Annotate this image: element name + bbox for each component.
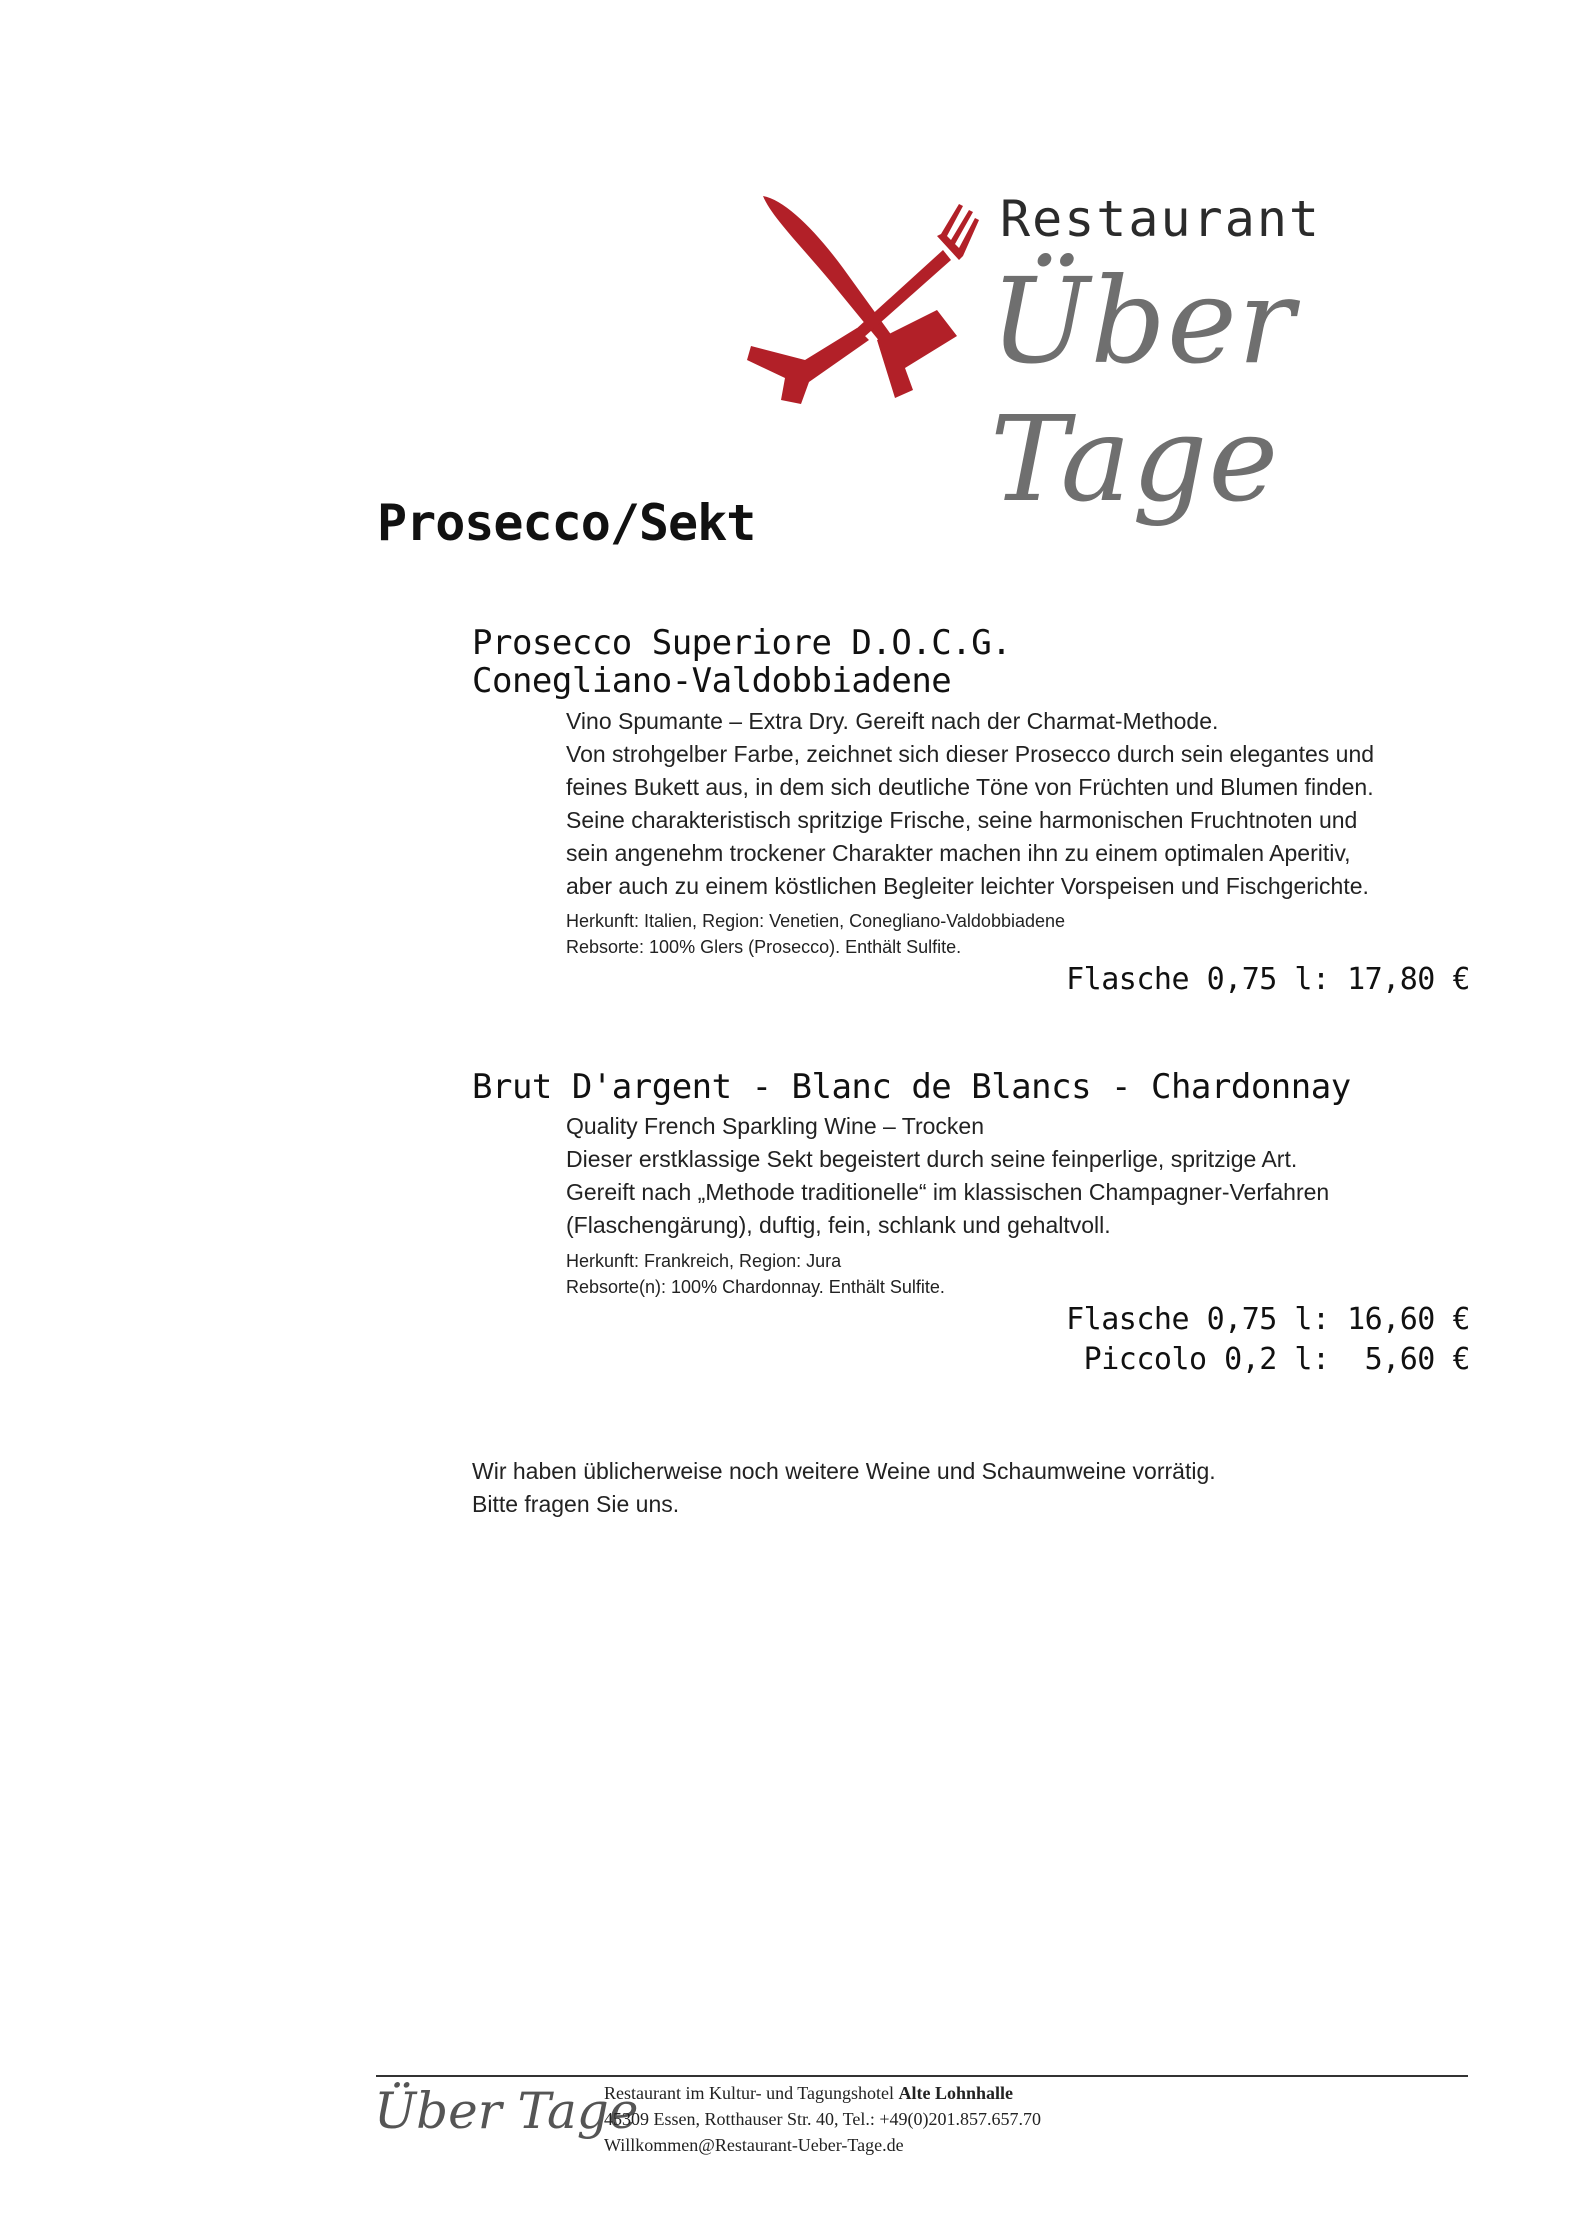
description-line: sein angenehm trockener Charakter machen ihn zu einem optimalen Aperitiv, (566, 840, 1351, 866)
item-title (472, 1068, 1351, 1106)
item-title-line: Prosecco Superiore D.O.C.G. (472, 623, 1012, 663)
item-title-line: Brut D'argent - Blanc de Blancs - Chardonnay (472, 1067, 1351, 1107)
description-line: Seine charakteristisch spritzige Frische, seine harmonischen Fruchtnoten und (566, 807, 1358, 833)
item-description (566, 705, 1486, 903)
description-line: (Flaschengärung), duftig, fein, schlank und gehaltvoll. (566, 1212, 1111, 1238)
item-details (566, 908, 1065, 960)
item-price: Piccolo 0,2 l: 5,60 € (1083, 1342, 1470, 1377)
item-title (472, 624, 1011, 700)
description-line: aber auch zu einem köstlichen Begleiter leichter Vorspeisen und Fischgerichte. (566, 873, 1369, 899)
description-line: Gereift nach „Methode traditionelle“ im klassischen Champagner-Verfahren (566, 1179, 1330, 1205)
description-line: Vino Spumante – Extra Dry. Gereift nach der Charmat-Methode. (566, 708, 1219, 734)
item-title-line: Conegliano-Valdobbiadene (472, 661, 952, 701)
item-description (566, 1110, 1486, 1242)
footer-logo: Über Tage (374, 2082, 639, 2140)
item-price: Flasche 0,75 l: 17,80 € (1066, 962, 1470, 997)
description-line: Quality French Sparkling Wine – Trocken (566, 1113, 985, 1139)
note-line: Wir haben üblicherweise noch weitere Weine und Schaumweine vorrätig. (472, 1458, 1216, 1484)
footer-address (604, 2080, 1041, 2158)
description-line: Dieser erstklassige Sekt begeistert durch seine feinperlige, spritzige Art. (566, 1146, 1298, 1172)
footer-hotel-name: Alte Lohnhalle (898, 2083, 1014, 2103)
section-title: Prosecco/Sekt (377, 494, 756, 552)
logo-name-text: Über Tage (990, 252, 1296, 528)
detail-line: Herkunft: Frankreich, Region: Jura (566, 1251, 842, 1271)
footer-divider (376, 2075, 1468, 2077)
footer-address-line: 45309 Essen, Rotthauser Str. 40, Tel.: +49(0)201.857.657.70 (604, 2109, 1042, 2129)
description-line: Von strohgelber Farbe, zeichnet sich dieser Prosecco durch sein elegantes und (566, 741, 1375, 767)
item-details (566, 1248, 945, 1300)
footer-line (604, 2080, 1041, 2106)
detail-line: Herkunft: Italien, Region: Venetien, Conegliano-Valdobbiadene (566, 911, 1066, 931)
note-line: Bitte fragen Sie uns. (472, 1491, 680, 1517)
detail-line: Rebsorte(n): 100% Chardonnay. Enthält Sulfite. (566, 1277, 945, 1297)
description-line: feines Bukett aus, in dem sich deutliche Töne von Früchten und Blumen finden. (566, 774, 1374, 800)
item-price: Flasche 0,75 l: 16,60 € (1066, 1302, 1470, 1337)
closing-note (472, 1455, 1216, 1521)
crossed-knife-fork-hammer-icon (745, 190, 985, 410)
restaurant-logo (745, 190, 1485, 528)
logo-restaurant-text: Restaurant (1000, 190, 1322, 248)
footer-email[interactable]: Willkommen@Restaurant-Ueber-Tage.de (604, 2135, 904, 2155)
detail-line: Rebsorte: 100% Glers (Prosecco). Enthält Sulfite. (566, 937, 962, 957)
footer-hotel-prefix: Restaurant im Kultur- und Tagungshotel (604, 2083, 899, 2103)
